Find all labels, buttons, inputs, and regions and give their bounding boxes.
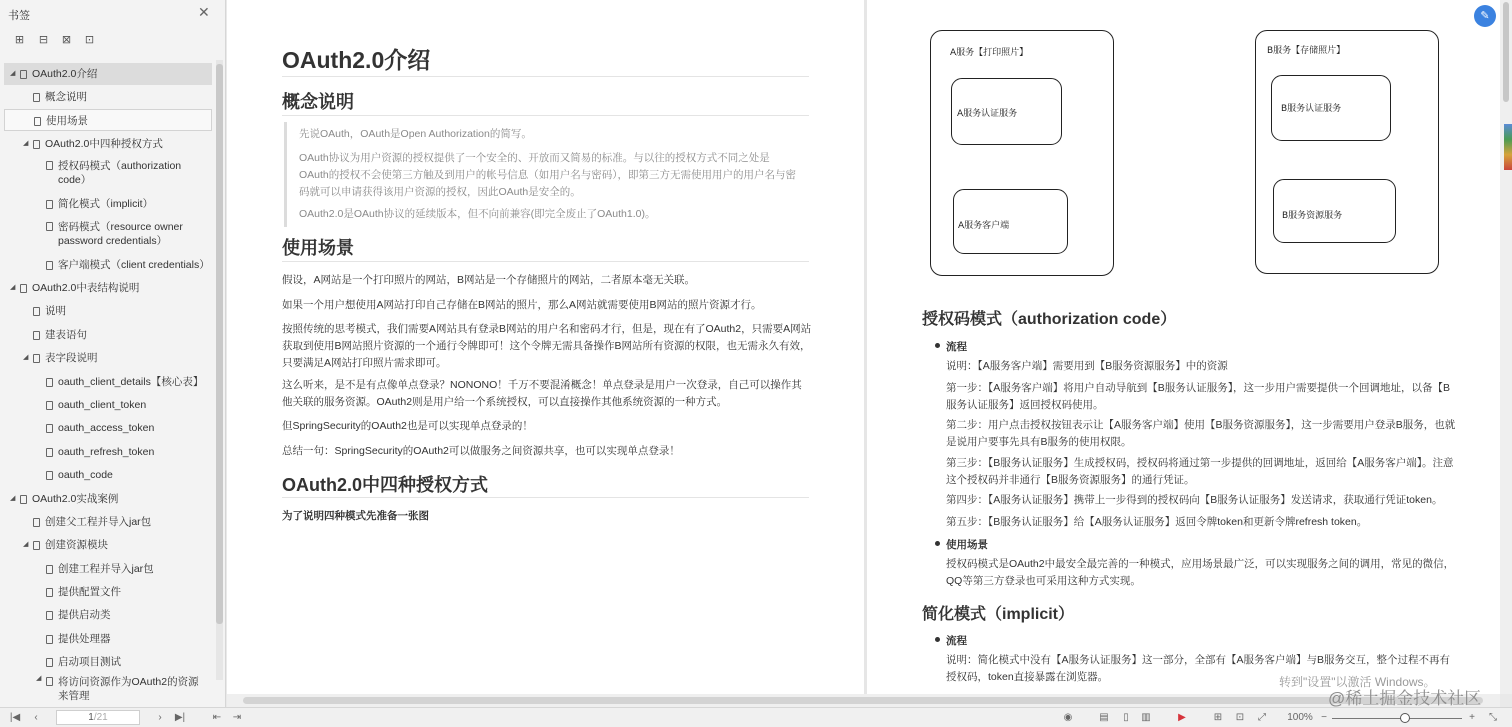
bookmark-label: 创建资源模块 (45, 539, 108, 551)
zoom-slider-knob[interactable] (1400, 713, 1410, 723)
bookmark-icon (46, 161, 53, 170)
page-current: 1 (88, 712, 94, 723)
page-left (227, 0, 864, 694)
bookmark-item[interactable] (4, 417, 212, 439)
bookmark-panel (0, 0, 226, 707)
paragraph: 第四步：【A服务认证服务】携带上一步得到的授权码向【B服务认证服务】发送请求，获取通行凭证token。 (946, 494, 1443, 506)
sidebar-scrollbar[interactable] (216, 60, 223, 680)
bookmark-label: 表字段说明 (45, 352, 98, 364)
last-page-icon[interactable]: ▶| (174, 712, 186, 723)
page-right (867, 0, 1500, 694)
rotate-icon[interactable]: ⤢ (1258, 712, 1266, 723)
bookmark-panel-title: 书签 (8, 10, 30, 22)
next-page-icon[interactable]: › (158, 712, 162, 723)
bookmark-item[interactable] (4, 347, 212, 369)
status-bar (0, 707, 1512, 727)
document-viewer (227, 0, 1500, 694)
prev-page-icon[interactable]: ‹ (34, 712, 38, 723)
bookmark-icon (33, 93, 40, 102)
bookmark-icon (46, 200, 53, 209)
bookmark-icon (20, 495, 27, 504)
bookmark-icon (34, 117, 41, 126)
eye-icon[interactable]: ◉ (1063, 712, 1073, 723)
paragraph: 第一步：【A服务客户端】将用户自动导航到【B服务认证服务】，这一步用户需要提供一个回调地址，以备【B服务认证服务】返回授权码使用。 (946, 382, 1451, 411)
collapse-all-icon[interactable]: ⊟ (38, 34, 49, 46)
bookmark-label: 密码模式（resource owner password credentials） (58, 221, 183, 247)
expand-toggle-icon[interactable]: ◢ (23, 541, 29, 548)
bookmark-item[interactable] (4, 511, 212, 533)
bookmark-item[interactable] (4, 193, 212, 215)
bookmark-label: 客户端模式（client credentials） (58, 259, 210, 271)
flow-label: 流程 (946, 341, 967, 353)
fit-width-icon[interactable]: ⊞ (1213, 712, 1223, 723)
flow-label: 流程 (946, 635, 967, 647)
bookmark-item[interactable] (4, 581, 212, 603)
bookmark-label: 创建工程并导入jar包 (58, 563, 154, 575)
horizontal-scrollbar-thumb[interactable] (243, 697, 1483, 704)
divider (282, 76, 809, 77)
play-icon[interactable]: ▶ (1178, 712, 1186, 723)
paragraph: 第五步：【B服务认证服务】给【A服务认证服务】返回令牌token和更新令牌refresh token。 (946, 516, 1368, 528)
side-panel-handle[interactable] (1504, 124, 1512, 170)
diagram-a-client: A服务客户端 (958, 221, 1010, 231)
bookmark-item[interactable] (4, 371, 212, 393)
fullscreen-icon[interactable]: ⤡ (1489, 712, 1497, 723)
bookmark-list (0, 60, 214, 707)
bookmark-label: OAuth2.0实战案例 (32, 493, 119, 505)
bookmark-label: 提供启动类 (58, 609, 111, 621)
bookmark-icon (33, 331, 40, 340)
bookmark-toolbar (0, 26, 225, 56)
bookmark-icon (20, 70, 27, 79)
fit-page-icon[interactable]: ⊡ (1235, 712, 1245, 723)
bookmark-icon (46, 635, 53, 644)
bookmark-icon (46, 677, 53, 686)
expand-all-icon[interactable]: ⊞ (14, 34, 25, 46)
bookmark-icon (46, 401, 53, 410)
double-page-icon[interactable]: ▥ (1141, 712, 1151, 723)
heading-implicit: 简化模式（implicit） (922, 606, 1075, 623)
bookmark-label: oauth_client_token (58, 399, 147, 411)
expand-toggle-icon[interactable]: ◢ (23, 140, 29, 147)
assistant-icon[interactable]: ✎ (1474, 5, 1496, 27)
paragraph: 说明：【A服务客户端】需要用到【B服务资源服务】中的资源 (946, 360, 1228, 372)
expand-toggle-icon[interactable]: ◢ (10, 284, 16, 291)
diagram-b-title: B服务【存储照片】 (1267, 46, 1346, 56)
continuous-icon[interactable]: ▯ (1123, 712, 1129, 723)
bookmark-icon (46, 565, 53, 574)
zoom-out-icon[interactable]: − (1321, 712, 1327, 723)
bookmark-item[interactable] (4, 441, 212, 463)
diagram-b-resource: B服务资源服务 (1282, 211, 1343, 221)
bold-line: 为了说明四种模式先准备一张图 (282, 510, 429, 522)
paragraph: 这么听来，是不是有点像单点登录？NONONO！千万不要混淆概念！单点登录是用户一次登录，自己可以操作其他关联的服务资源。OAuth2则是用户给一个系统授权，可以直接操作其他系统资源的一种方式。 (282, 379, 802, 408)
bookmark-icon (46, 424, 53, 433)
zoom-level[interactable]: 100% (1287, 712, 1313, 723)
bookmark-icon (33, 518, 40, 527)
bookmark-item[interactable] (4, 628, 212, 650)
brand-watermark: @稀土掘金技术社区 (1328, 689, 1482, 708)
bookmark-label: 提供配置文件 (58, 586, 121, 598)
bookmark-label: oauth_client_details【核心表】 (58, 376, 204, 388)
paragraph: 但SpringSecurity的OAuth2也是可以实现单点登录的！ (282, 420, 533, 432)
bookmark-item[interactable] (4, 300, 212, 322)
bookmark-label: 启动项目测试 (58, 656, 121, 668)
paragraph: 按照传统的思考模式，我们需要A网站具有登录B网站的用户名和密码才行，但是，现在有了OAuth2，只需要A网站获取到使用B网站照片资源的一个通行令牌即可！这个令牌无需具备操作B网站所有资源的权限，也无需永久有效，只要满足A网站打印照片需求即可。 (282, 323, 812, 369)
bookmark-label: 说明 (45, 305, 66, 317)
expand-toggle-icon[interactable]: ◢ (23, 354, 29, 361)
bookmark-label: oauth_refresh_token (58, 446, 155, 458)
quote-para: 先说OAuth，OAuth是Open Authorization的简写。 (299, 128, 532, 140)
paragraph: 总结一句：SpringSecurity的OAuth2可以做服务之间资源共享，也可以实现单点登录！ (282, 445, 680, 457)
heading-scenario: 使用场景 (282, 238, 354, 258)
sidebar-scrollbar-thumb[interactable] (216, 64, 223, 624)
close-icon[interactable]: ✕ (198, 4, 210, 20)
bookmark-label: OAuth2.0介绍 (32, 68, 98, 80)
paragraph: 说明：简化模式中没有【A服务认证服务】这一部分，全部有【A服务客户端】与B服务交互，整个过程不再有授权码，token直接暴露在浏览器。 (946, 654, 1451, 683)
expand-toggle-icon[interactable]: ◢ (10, 495, 16, 502)
bookmark-item[interactable] (4, 488, 212, 510)
quote-para: OAuth协议为用户资源的授权提供了一个安全的、开放而又简易的标准。与以往的授权方式不同之处是OAuth的授权不会使第三方触及到用户的帐号信息（如用户名与密码），即第三方无需使用用户的用户名与密码就可以申请获得该用户资源的授权，因此OAuth是安全的。 (299, 152, 797, 198)
bookmark-label: OAuth2.0中表结构说明 (32, 282, 140, 294)
bookmark-icon (46, 378, 53, 387)
bookmark-label: OAuth2.0中四种授权方式 (45, 138, 163, 150)
bookmark-item[interactable] (4, 63, 212, 85)
divider (282, 497, 809, 498)
blockquote (284, 122, 809, 227)
bookmark-label: 创建父工程并导入jar包 (45, 516, 152, 528)
document-scrollbar-thumb[interactable] (1503, 2, 1509, 102)
first-page-icon[interactable]: |◀ (9, 712, 21, 723)
page-number-field[interactable] (56, 710, 140, 725)
bookmark-item[interactable] (4, 133, 212, 155)
paragraph: 假设，A网站是一个打印照片的网站，B网站是一个存储照片的网站，二者原本毫无关联。 (282, 274, 696, 286)
bookmark-label: 授权码模式（authorization code） (58, 160, 182, 186)
bookmark-item[interactable] (4, 672, 212, 706)
zoom-in-icon[interactable]: + (1469, 712, 1475, 723)
scene-label: 使用场景 (946, 539, 988, 551)
heading-four-modes: OAuth2.0中四种授权方式 (282, 475, 489, 495)
bookmark-panel-header (0, 0, 225, 26)
bookmark-icon (46, 261, 53, 270)
page-title: OAuth2.0介绍 (282, 47, 431, 73)
bookmark-item[interactable] (4, 156, 212, 190)
quote-para: OAuth2.0是OAuth协议的延续版本，但不向前兼容(即完全废止了OAuth1.0)。 (299, 208, 656, 220)
bookmark-item[interactable] (4, 109, 212, 131)
bookmark-icon (33, 307, 40, 316)
bookmark-icon (46, 471, 53, 480)
paragraph: 第二步：用户点击授权按钮表示让【A服务客户端】使用【B服务资源服务】，这一步需要用户登录B服务，也就是说用户要事先具有B服务的使用权限。 (946, 419, 1456, 448)
bookmark-label: 提供处理器 (58, 633, 111, 645)
bullet (935, 637, 940, 642)
bullet (935, 343, 940, 348)
paragraph: 第三步：【B服务认证服务】生成授权码，授权码将通过第一步提供的回调地址，返回给【A服务客户端】。注意这个授权码并非通行【B服务资源服务】的通行凭证。 (946, 457, 1454, 486)
expand-toggle-icon[interactable]: ◢ (10, 70, 16, 77)
bookmark-label: 简化模式（implicit） (58, 198, 154, 210)
diagram-a-auth: A服务认证服务 (957, 109, 1018, 119)
paragraph: 如果一个用户想使用A网站打印自己存储在B网站的照片，那么A网站就需要使用B网站的照片资源才行。 (282, 299, 762, 311)
document-scrollbar[interactable] (1500, 0, 1512, 694)
bookmark-icon (46, 658, 53, 667)
bookmark-item[interactable] (4, 324, 212, 346)
go-back-icon[interactable]: ⇤ (212, 712, 222, 723)
bookmark-label: 使用场景 (46, 115, 88, 127)
bookmark-icon (20, 284, 27, 293)
heading-auth-code: 授权码模式（authorization code） (922, 311, 1177, 328)
bookmark-item[interactable] (4, 394, 212, 416)
bookmark-icon (33, 541, 40, 550)
zoom-slider[interactable] (1332, 718, 1462, 719)
bookmark-icon[interactable]: ⊡ (84, 34, 95, 46)
bookmark-item[interactable] (4, 534, 212, 556)
bookmark-item[interactable] (4, 651, 212, 673)
bookmark-icon (33, 140, 40, 149)
divider (282, 261, 809, 262)
single-page-icon[interactable]: ▤ (1099, 712, 1109, 723)
bookmark-item[interactable] (4, 254, 212, 276)
bookmark-label: 建表语句 (45, 329, 87, 341)
activation-watermark: 转到"设置"以激活 Windows。 (1279, 675, 1436, 689)
paragraph: 授权码模式是OAuth2中最安全最完善的一种模式，应用场景最广泛，可以实现服务之间的调用，常见的微信，QQ等第三方登录也可采用这种方式实现。 (946, 558, 1455, 587)
bookmark-icon (46, 222, 53, 231)
bookmark-icon (46, 448, 53, 457)
bullet (935, 541, 940, 546)
bookmark-icon (33, 354, 40, 363)
bookmark-label: 将访问资源作为OAuth2的资源来管理 (58, 676, 199, 702)
diagram-a-title: A服务【打印照片】 (950, 48, 1029, 58)
bookmark-label: oauth_access_token (58, 422, 155, 434)
bookmark-item[interactable] (4, 86, 212, 108)
divider (282, 115, 809, 116)
add-bookmark-icon[interactable]: ⊠ (61, 34, 72, 46)
bookmark-label: 概念说明 (45, 91, 87, 103)
go-forward-icon[interactable]: ⇥ (232, 712, 242, 723)
heading-concept: 概念说明 (282, 92, 354, 112)
bookmark-item[interactable] (4, 558, 212, 580)
bookmark-item[interactable] (4, 217, 212, 251)
bookmark-label: oauth_code (58, 469, 113, 481)
expand-toggle-icon[interactable]: ◢ (36, 675, 42, 682)
bookmark-icon (46, 611, 53, 620)
bookmark-item[interactable] (4, 604, 212, 626)
bookmark-item[interactable] (4, 277, 212, 299)
page-total: /21 (93, 712, 108, 723)
bookmark-item[interactable] (4, 464, 212, 486)
horizontal-scrollbar[interactable] (227, 694, 1500, 707)
bookmark-icon (46, 588, 53, 597)
diagram-b-auth: B服务认证服务 (1281, 104, 1342, 114)
